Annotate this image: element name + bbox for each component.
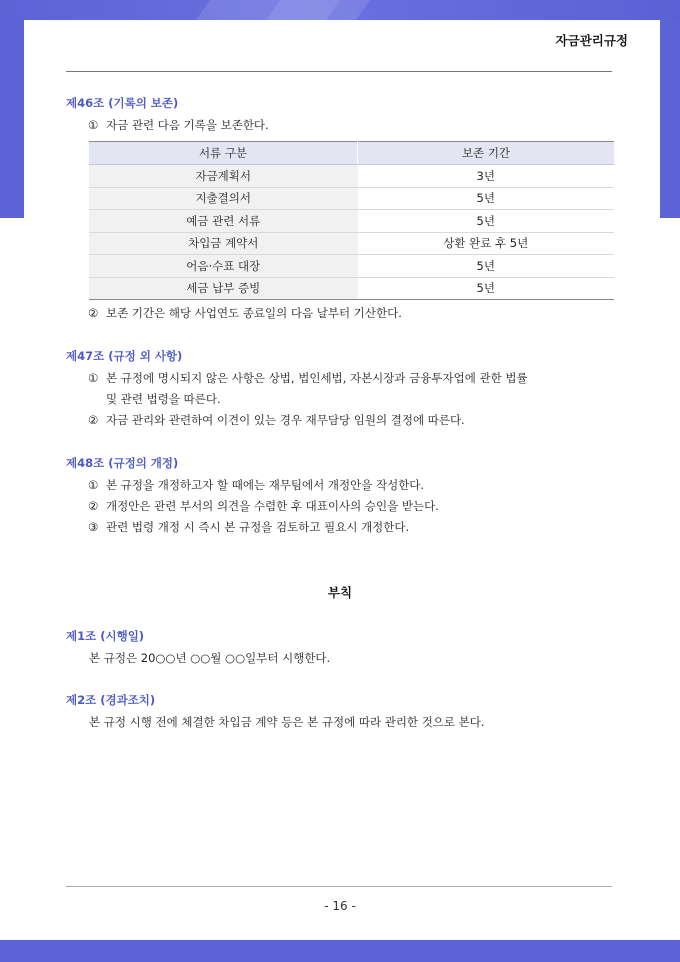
period-cell: 상환 완료 후 5년	[358, 232, 615, 255]
document-title: 자금관리규정	[555, 33, 628, 48]
period-cell: 5년	[358, 210, 615, 233]
article-46-heading: 제46조 (기록의 보존)	[66, 96, 179, 110]
addenda-article-1-text: 본 규정은 20○○년 ○○월 ○○일부터 시행한다.	[89, 651, 331, 665]
column-header-period: 보존 기간	[358, 142, 615, 165]
period-cell: 5년	[358, 255, 615, 278]
paragraph-marker: ①	[88, 118, 99, 132]
article-48-paragraph-3	[88, 519, 409, 535]
addenda-article-2-text: 본 규정 시행 전에 체결한 차입금 계약 등은 본 규정에 따라 관리한 것으로 본다.	[89, 715, 485, 729]
article-46-paragraph-2	[88, 305, 402, 321]
retention-table	[89, 141, 614, 300]
article-47-heading: 제47조 (규정 외 사항)	[66, 349, 183, 363]
paragraph-text: 자금 관리와 관련하여 이견이 있는 경우 재무담당 임원의 결정에 따른다.	[106, 413, 465, 427]
table-row	[89, 165, 614, 188]
addenda-article-2-heading: 제2조 (경과조치)	[66, 693, 156, 707]
article-47-paragraph-1-cont: 및 관련 법령을 따른다.	[106, 392, 221, 406]
document-cell: 지출결의서	[89, 187, 358, 210]
article-48-heading: 제48조 (규정의 개정)	[66, 456, 179, 470]
left-decor-band	[0, 20, 24, 218]
table-row	[89, 255, 614, 278]
period-cell: 5년	[358, 187, 615, 210]
article-48-paragraph-2	[88, 498, 439, 514]
paragraph-marker: ②	[88, 413, 99, 427]
right-decor-band	[660, 20, 680, 218]
document-cell: 자금계획서	[89, 165, 358, 188]
paragraph-marker: ②	[88, 306, 99, 320]
paragraph-marker: ①	[88, 371, 99, 385]
document-cell: 어음·수표 대장	[89, 255, 358, 278]
footer-divider	[66, 886, 612, 887]
paragraph-marker: ②	[88, 499, 99, 513]
article-47-paragraph-2	[88, 412, 465, 428]
paragraph-marker: ③	[88, 520, 99, 534]
period-cell: 5년	[358, 277, 615, 300]
column-header-document: 서류 구분	[89, 142, 358, 165]
paragraph-text: 보존 기간은 해당 사업연도 종료일의 다음 날부터 기산한다.	[106, 306, 402, 320]
article-46-paragraph-1	[88, 117, 269, 133]
paragraph-text: 자금 관련 다음 기록을 보존한다.	[106, 118, 269, 132]
table-row	[89, 277, 614, 300]
bottom-decor-band	[0, 940, 680, 962]
paragraph-text: 관련 법령 개정 시 즉시 본 규정을 검토하고 필요시 개정한다.	[106, 520, 410, 534]
table-header-row	[89, 142, 614, 165]
table-row	[89, 210, 614, 233]
article-48-paragraph-1	[88, 477, 424, 493]
paragraph-text: 본 규정에 명시되지 않은 사항은 상법, 법인세법, 자본시장과 금융투자업에 관한 법률	[106, 371, 528, 385]
addenda-title: 부칙	[327, 585, 353, 600]
paragraph-text: 본 규정을 개정하고자 할 때에는 재무팀에서 개정안을 작성한다.	[106, 478, 425, 492]
addenda-article-1-heading: 제1조 (시행일)	[66, 629, 145, 643]
document-cell: 세금 납부 증빙	[89, 277, 358, 300]
paragraph-marker: ①	[88, 478, 99, 492]
table-row	[89, 232, 614, 255]
document-cell: 차입금 계약서	[89, 232, 358, 255]
paragraph-text: 개정안은 관련 부서의 의견을 수렴한 후 대표이사의 승인을 받는다.	[106, 499, 439, 513]
article-47-paragraph-1	[88, 370, 528, 386]
period-cell: 3년	[358, 165, 615, 188]
header-divider	[66, 71, 612, 72]
page-number: - 16 -	[324, 899, 356, 913]
table-row	[89, 187, 614, 210]
top-decor-band	[0, 0, 680, 20]
document-cell: 예금 관련 서류	[89, 210, 358, 233]
